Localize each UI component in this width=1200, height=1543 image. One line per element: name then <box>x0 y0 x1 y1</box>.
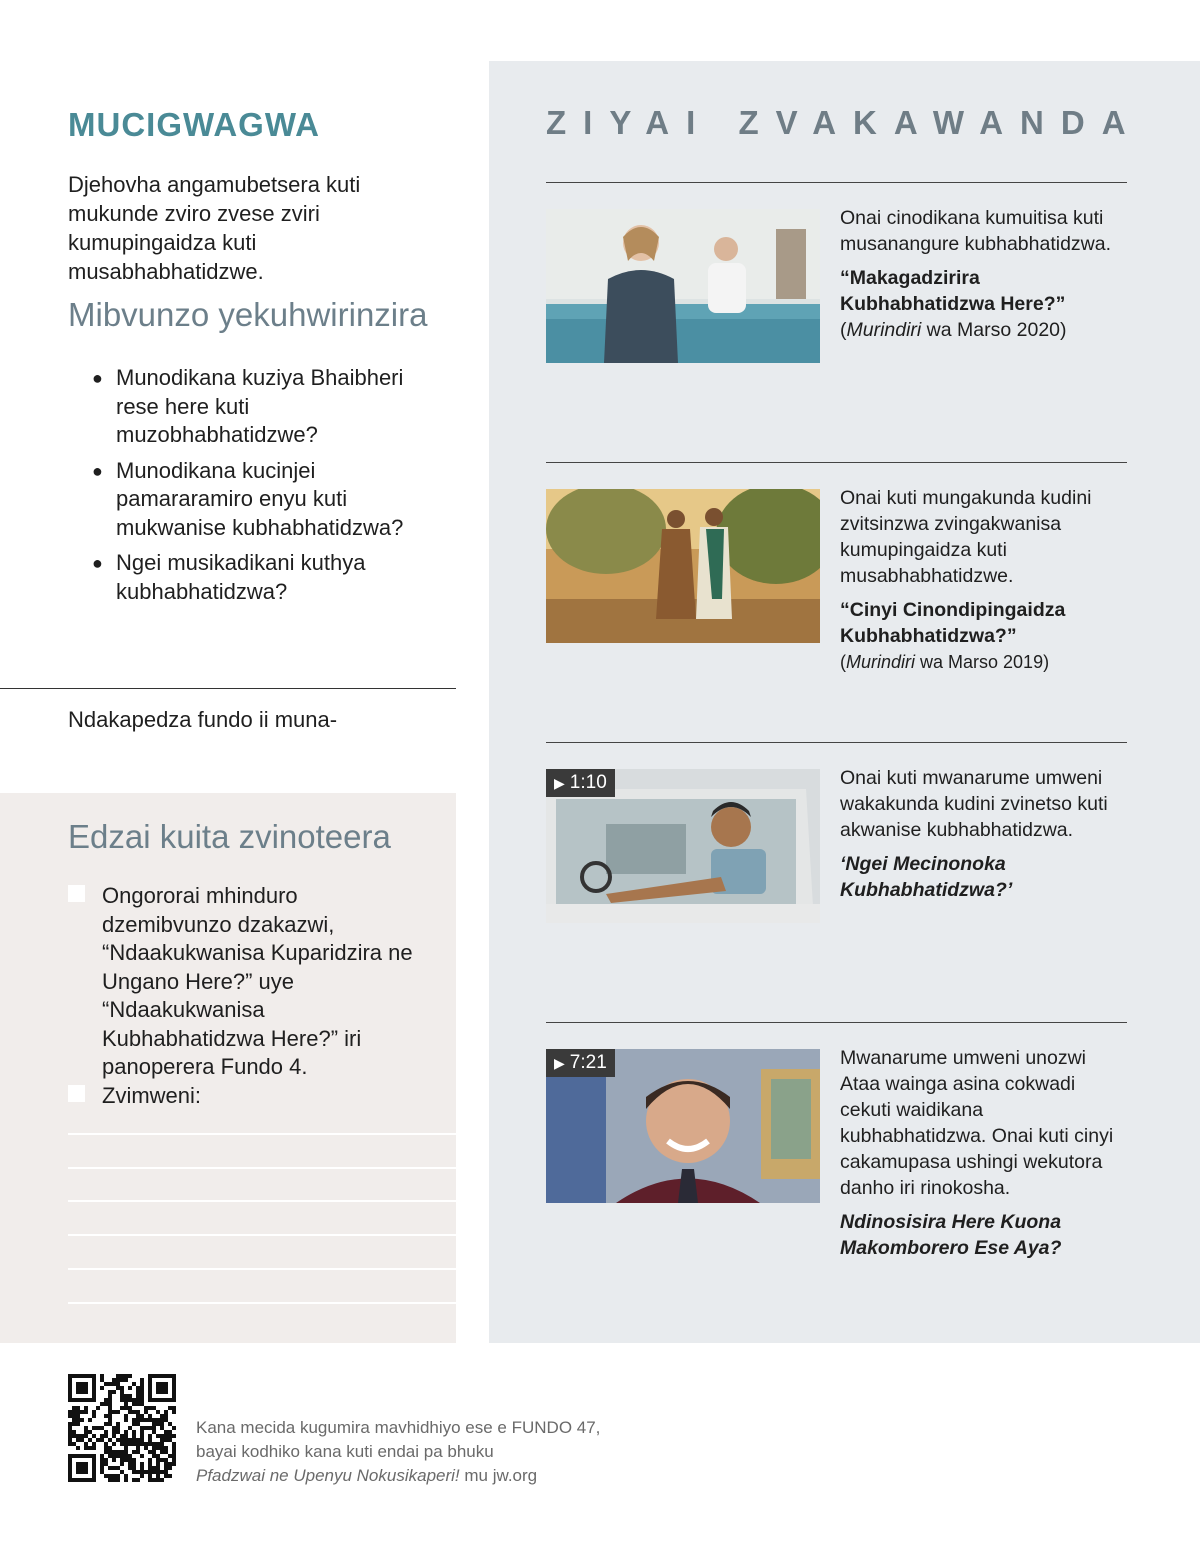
writing-line[interactable] <box>68 1167 456 1169</box>
item-title-link[interactable]: ‘Ngei Mecinonoka Kubhabhatidzwa?’ <box>840 853 1013 901</box>
item-description: Onai kuti mwanarume umweni wakakunda kudini zvinetso kuti akwanise kubhabhatidzwa. <box>840 767 1108 841</box>
writing-line[interactable] <box>68 1268 456 1270</box>
item-text <box>840 765 1130 903</box>
item-divider <box>546 742 1127 743</box>
summary-text: Djehovha angamubetsera kuti mukunde zviro zvese zviri kumupingaidza kuti musabhabhatidzwe. <box>68 172 361 284</box>
painting-image <box>546 489 820 643</box>
summary-heading: MUCIGWAGWA <box>68 106 320 143</box>
item-title-link[interactable]: “Makagadzirira Kubhabhatidzwa Here?” (Murindiri wa Marso 2020) <box>840 267 1067 341</box>
review-question: ● Munodikana kuziya Bhaibheri rese here kuti muzobhabhatidzwe? <box>92 365 404 447</box>
video-thumbnail[interactable] <box>546 1049 820 1203</box>
item-thumbnail[interactable] <box>546 209 820 363</box>
item-text <box>840 485 1130 675</box>
writing-line[interactable] <box>68 1133 456 1135</box>
action-task <box>68 1082 428 1111</box>
explore-heading: ZIYAI ZVAKAWANDA <box>546 104 1143 141</box>
play-icon: ▶ <box>554 775 565 791</box>
item-divider <box>546 462 1127 463</box>
baptism-pool-image <box>546 209 820 363</box>
review-question-list <box>90 364 435 613</box>
bullet-icon: ● <box>92 460 103 481</box>
section-divider <box>0 688 456 689</box>
task-checkbox[interactable] <box>68 885 85 902</box>
writing-line[interactable] <box>68 1302 456 1304</box>
item-description: Onai kuti mungakunda kudini zvitsinzwa zvingakwanisa kumupingaidza kuti musabhabhatidzwe. <box>840 487 1092 587</box>
item-thumbnail[interactable] <box>546 489 820 643</box>
task-checkbox[interactable] <box>68 1085 85 1102</box>
writing-line[interactable] <box>68 1200 456 1202</box>
action-task <box>68 882 428 1082</box>
qr-code-icon <box>68 1374 176 1482</box>
video-thumbnail[interactable] <box>546 769 820 923</box>
review-question: ● Ngei musikadikani kuthya kubhabhatidzwa? <box>92 550 366 604</box>
item-source: (Murindiri wa Marso 2019) <box>840 652 1050 672</box>
writing-line[interactable] <box>68 1234 456 1236</box>
qr-code[interactable] <box>68 1374 176 1482</box>
item-description: Mwanarume umweni unozwi Ataa wainga asina cokwadi cekuti waidikana kubhabhatidzwa. Onai kuti cinyi cakamupasa ushingi wekutora danho iri rinokosha. <box>840 1047 1114 1199</box>
item-text <box>840 205 1130 343</box>
play-icon: ▶ <box>554 1055 565 1071</box>
item-description: Onai cinodikana kumuitisa kuti musanangure kubhabhatidzwa. <box>840 207 1112 255</box>
item-divider <box>546 1022 1127 1023</box>
video-duration-badge: ▶ 1:10 <box>546 769 615 797</box>
item-text <box>840 1045 1130 1261</box>
bullet-icon: ● <box>92 553 103 573</box>
item-divider <box>546 182 1127 183</box>
footer-text: Kana mecida kugumira mavhidhiyo ese e FUNDO 47, bayai kodhiko kana kuti endai pa bhuku Pfadzwai ne Upenyu Nokusikaperi! mu jw.org <box>196 1418 601 1485</box>
task-text: Zvimweni: <box>102 1083 202 1108</box>
item-title-link[interactable]: Ndinosisira Here Kuona Makomborero Ese Aya? <box>840 1211 1062 1259</box>
video-duration-badge: ▶ 7:21 <box>546 1049 615 1077</box>
review-heading: Mibvunzo yekuhwirinzira <box>68 296 428 333</box>
review-question: ● Munodikana kucinjei pamararamiro enyu kuti mukwanise kubhabhatidzwa? <box>92 457 404 540</box>
item-title-link[interactable]: “Cinyi Cinondipingaidza Kubhabhatidzwa?” <box>840 599 1066 647</box>
task-text: Ongororai mhinduro dzemibvunzo dzakazwi, “Ndaakukwanisa Kuparidzira ne Ungano Here?” uye “Ndaakukwanisa Kubhabhatidzwa Here?” iri panoperera Fundo 4. <box>102 883 413 1079</box>
action-heading: Edzai kuita zvinoteera <box>68 818 391 855</box>
lesson-completed-note: Ndakapedza fundo ii muna- <box>68 707 338 732</box>
bullet-icon: ● <box>92 368 103 388</box>
